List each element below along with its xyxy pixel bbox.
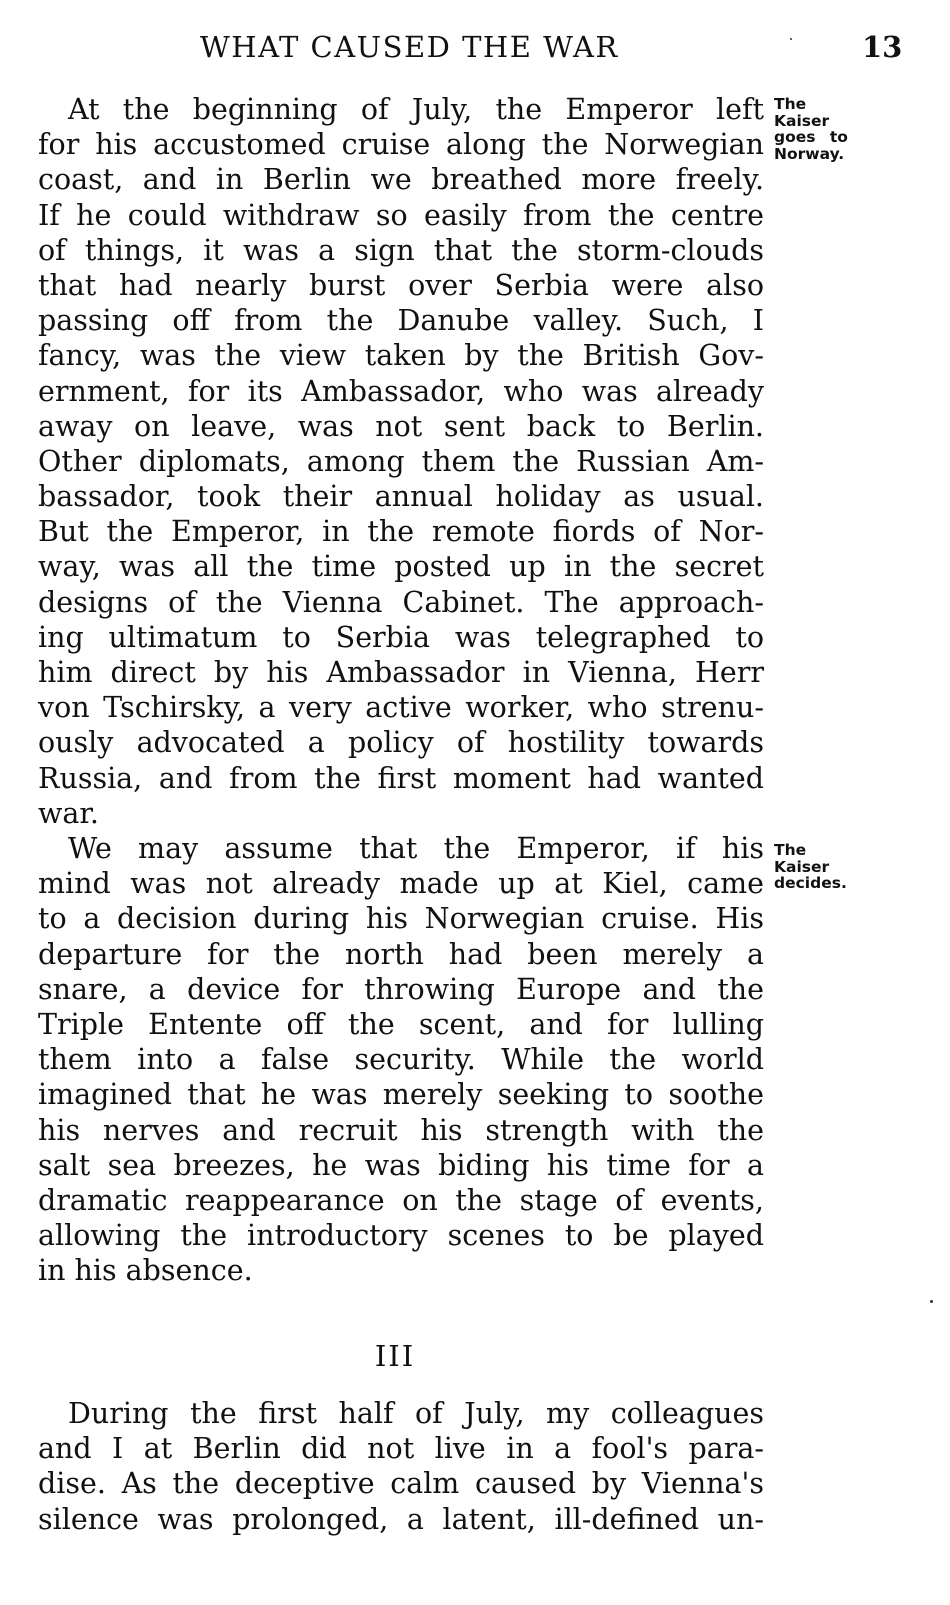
text-line: ously advocated a policy of hostility towards [38, 726, 764, 760]
text-line: But the Emperor, in the remote fiords of Nor- [38, 515, 764, 549]
text-line: ing ultimatum to Serbia was telegraphed to [38, 620, 764, 654]
running-title: WHAT CAUSED THE WAR [200, 30, 619, 64]
section-heading: III [374, 1339, 416, 1373]
text-line: departure for the north had been merely a [38, 937, 764, 971]
text-line: dramatic reappearance on the stage of events, [38, 1183, 764, 1217]
margin-note-line: decides. [774, 874, 847, 892]
margin-note-line: Kaiser [774, 857, 830, 876]
paragraph-2 [38, 831, 764, 1288]
page-number: 13 [862, 30, 903, 64]
text-line: coast, and in Berlin we breathed more freely. [38, 163, 764, 197]
margin-note-line: The [774, 95, 807, 113]
text-line: away on leave, was not sent back to Berlin. [38, 409, 764, 443]
text-line: to a decision during his Norwegian cruise. His [38, 902, 764, 936]
scan-speck [930, 1300, 933, 1303]
margin-note-line: Norway. [774, 144, 845, 163]
text-line: in his absence. [38, 1254, 253, 1288]
text-line: Russia, and from the first moment had wanted [38, 761, 764, 795]
text-line: his nerves and recruit his strength with the [38, 1113, 764, 1147]
text-line: snare, a device for throwing Europe and the [38, 972, 764, 1006]
text-line: During the first half of July, my colleagues [68, 1397, 764, 1430]
margin-note-line: goes to [774, 128, 848, 146]
text-line: war. [38, 796, 99, 830]
text-line: him direct by his Ambassador in Vienna, Herr [38, 656, 764, 689]
text-line: Other diplomats, among them the Russian Am- [38, 444, 764, 478]
text-line: von Tschirsky, a very active worker, who strenu- [38, 691, 764, 725]
text-line: If he could withdraw so easily from the centre [38, 198, 764, 232]
text-line: passing off from the Danube valley. Such, I [38, 304, 764, 338]
margin-note-kaiser-decides [774, 842, 874, 892]
margin-note-line: The [774, 841, 807, 859]
text-line: imagined that he was merely seeking to soothe [38, 1078, 764, 1112]
text-line: We may assume that the Emperor, if his [68, 832, 764, 865]
text-line: salt sea breezes, he was biding his time for a [38, 1148, 764, 1182]
scan-speck [790, 38, 792, 40]
paragraph-3 [38, 1396, 764, 1537]
margin-note-kaiser-goes-to-norway [774, 96, 874, 162]
text-line: way, was all the time posted up in the secret [38, 550, 764, 584]
text-line: of things, it was a sign that the storm-clouds [38, 233, 764, 267]
paragraph-1 [38, 92, 764, 831]
text-line: At the beginning of July, the Emperor left [68, 93, 764, 126]
text-line: dise. As the deceptive calm caused by Vienna's [38, 1467, 764, 1501]
text-line: for his accustomed cruise along the Norwegian [38, 128, 764, 162]
text-line: that had nearly burst over Serbia were also [38, 268, 764, 302]
text-line: silence was prolonged, a latent, ill-defined un- [38, 1502, 764, 1536]
text-line: and I at Berlin did not live in a fool's para- [38, 1432, 764, 1466]
margin-note-line: Kaiser [774, 111, 830, 130]
text-line: Triple Entente off the scent, and for lulling [38, 1007, 764, 1041]
text-line: designs of the Vienna Cabinet. The approach- [38, 585, 764, 619]
text-line: allowing the introductory scenes to be played [38, 1219, 764, 1253]
text-line: mind was not already made up at Kiel, came [38, 867, 764, 901]
text-line: them into a false security. While the world [38, 1043, 764, 1077]
text-line: bassador, took their annual holiday as usual. [38, 480, 764, 514]
text-line: ernment, for its Ambassador, who was already [38, 374, 764, 408]
text-line: fancy, was the view taken by the British Gov- [38, 339, 764, 373]
